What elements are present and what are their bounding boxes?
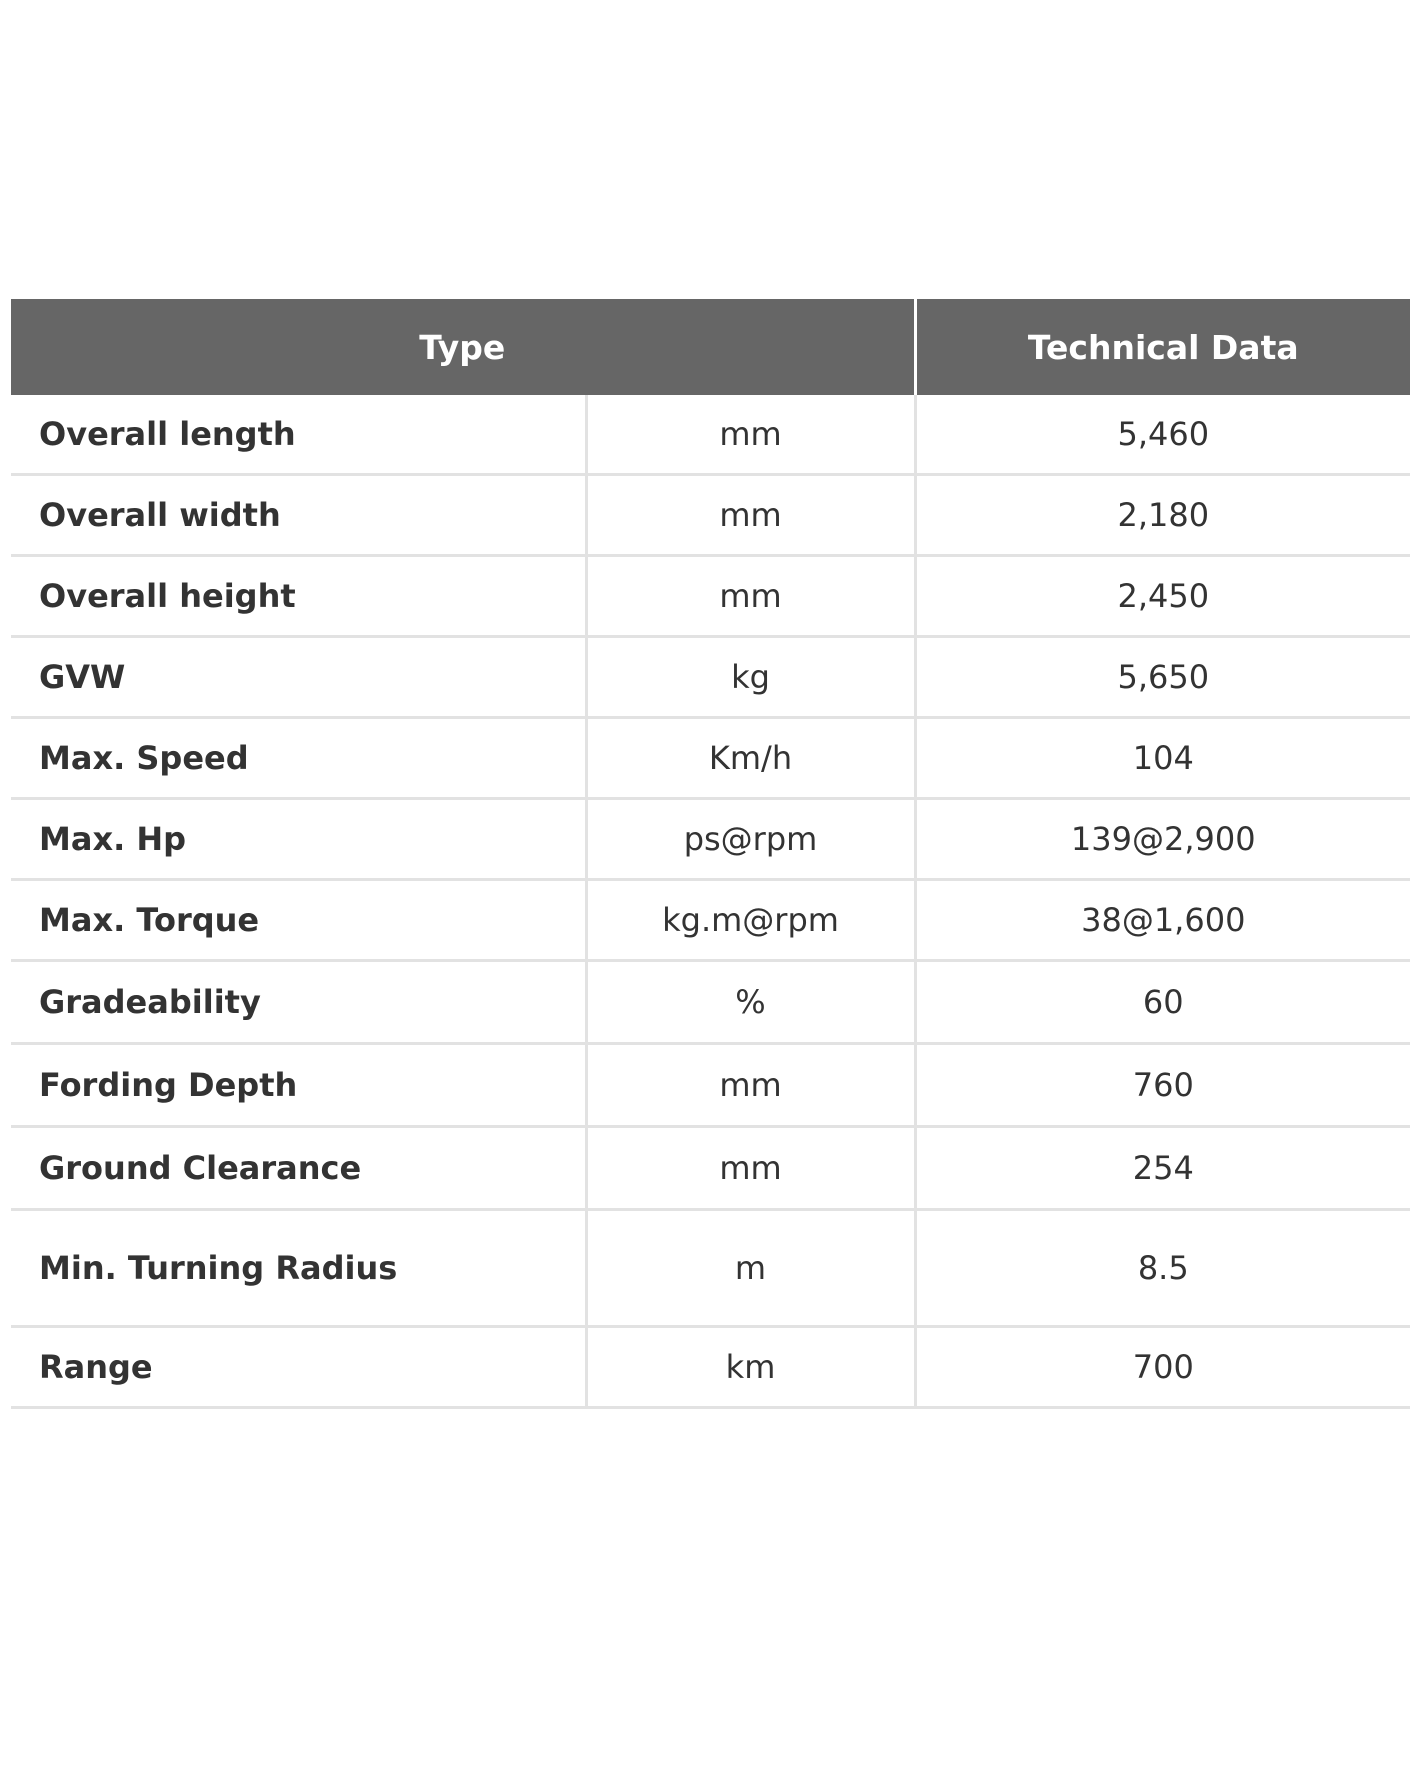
spec-value: 2,450 <box>915 556 1410 637</box>
table-row <box>11 556 1410 637</box>
spec-name: Range <box>11 1327 586 1408</box>
spec-unit: km <box>586 1327 915 1408</box>
spec-unit: kg.m@rpm <box>586 880 915 961</box>
spec-name: GVW <box>11 637 586 718</box>
table-row <box>11 718 1410 799</box>
table-row <box>11 1210 1410 1327</box>
table-row <box>11 395 1410 475</box>
spec-value: 700 <box>915 1327 1410 1408</box>
header-type: Type <box>11 299 915 395</box>
spec-value: 5,650 <box>915 637 1410 718</box>
spec-name: Fording Depth <box>11 1044 586 1127</box>
table-row <box>11 1127 1410 1210</box>
spec-value: 760 <box>915 1044 1410 1127</box>
table-row <box>11 1327 1410 1408</box>
spec-name: Ground Clearance <box>11 1127 586 1210</box>
spec-value: 104 <box>915 718 1410 799</box>
header-technical-data: Technical Data <box>915 299 1410 395</box>
spec-unit: Km/h <box>586 718 915 799</box>
spec-name: Overall length <box>11 395 586 475</box>
table-row <box>11 1044 1410 1127</box>
spec-name: Gradeability <box>11 961 586 1044</box>
technical-specifications-table <box>11 299 1410 1409</box>
spec-unit: mm <box>586 1044 915 1127</box>
table-row <box>11 475 1410 556</box>
spec-value: 8.5 <box>915 1210 1410 1327</box>
table-row <box>11 961 1410 1044</box>
spec-value: 38@1,600 <box>915 880 1410 961</box>
spec-unit: ps@rpm <box>586 799 915 880</box>
table-row <box>11 637 1410 718</box>
spec-name: Max. Torque <box>11 880 586 961</box>
spec-value: 2,180 <box>915 475 1410 556</box>
table-header-row <box>11 299 1410 395</box>
spec-unit: mm <box>586 1127 915 1210</box>
table-row <box>11 799 1410 880</box>
spec-unit: mm <box>586 395 915 475</box>
spec-name: Max. Speed <box>11 718 586 799</box>
spec-unit: m <box>586 1210 915 1327</box>
table-row <box>11 880 1410 961</box>
spec-unit: mm <box>586 556 915 637</box>
spec-value: 139@2,900 <box>915 799 1410 880</box>
spec-name: Overall width <box>11 475 586 556</box>
spec-value: 60 <box>915 961 1410 1044</box>
spec-name: Min. Turning Radius <box>11 1210 586 1327</box>
spec-value: 254 <box>915 1127 1410 1210</box>
spec-value: 5,460 <box>915 395 1410 475</box>
spec-unit: mm <box>586 475 915 556</box>
spec-unit: % <box>586 961 915 1044</box>
spec-name: Overall height <box>11 556 586 637</box>
spec-name: Max. Hp <box>11 799 586 880</box>
spec-unit: kg <box>586 637 915 718</box>
